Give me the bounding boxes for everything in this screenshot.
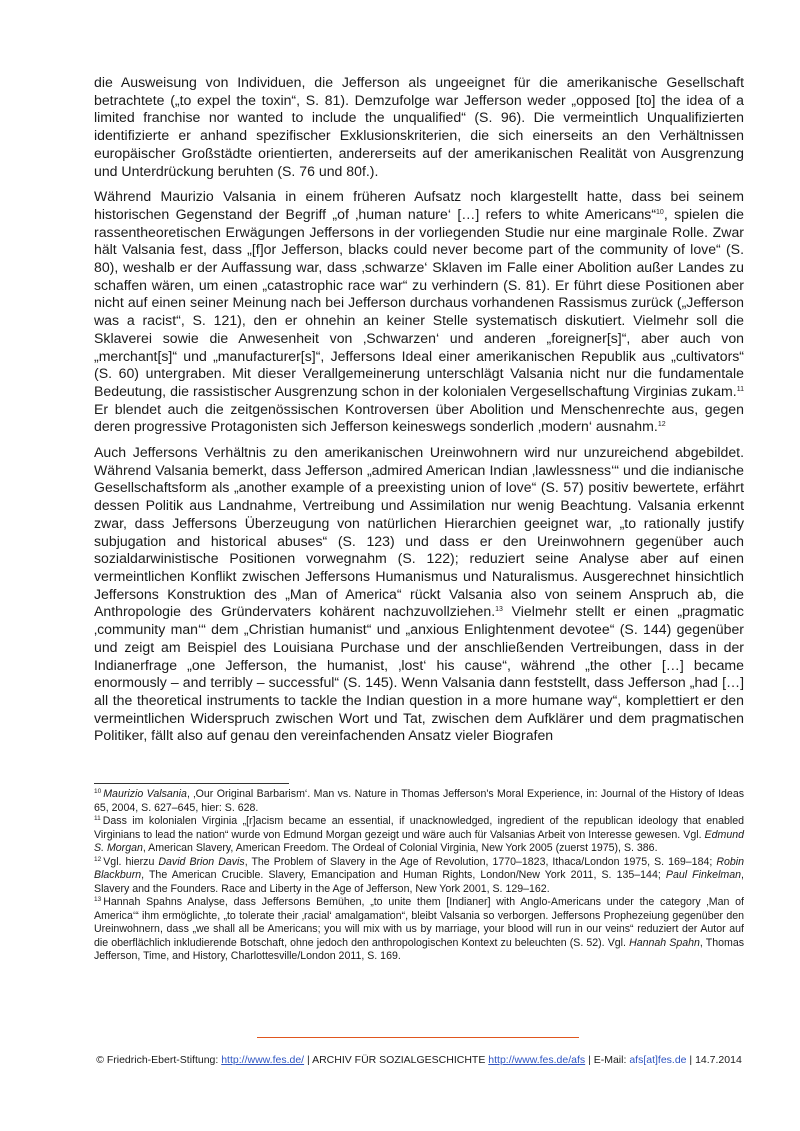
footnote-number: 10 (94, 788, 102, 795)
fes-link[interactable]: http://www.fes.de/ (221, 1054, 305, 1066)
footnote-text: Vgl. hierzu (103, 855, 159, 868)
paragraph-3 (94, 444, 744, 745)
footnote-ref-10[interactable]: 10 (656, 208, 664, 216)
footer-date: | 14.7.2014 (686, 1054, 742, 1066)
footnote-text: Dass im kolonialen Virginia „[r]acism became an essential, if unacknowledged, ingredient of the republican ideology that enabled Virginians to lead the nation“ wurde von Edmund Morgan gezeigt und wäre auch für Valsanias Arbeit von Interesse gewesen. Vgl. (94, 815, 744, 841)
paragraph-2-text-b: , spielen die rassentheoretischen Erwägungen Jeffersons in der vorliegenden Studie nur eine marginale Rolle. Zwar hält Valsania fest, dass „[f]or Jefferson, blacks could never become part of the community of love“ (S. 80), weshalb er der Auffassung war, dass ‚schwarze‘ Sklaven im Falle einer Abolition außer Landes zu schaffen wären, um einen „catastrophic race war“ zu verhindern (S. 81). Er führt diese Positionen aber nicht auf einen seiner Meinung nach bei Jefferson durchaus vorhandenen Rassismus zurück („Jefferson was a racist“, S. 121), den er ohnehin an keiner Stelle systematisch diskutiert. Vielmehr soll die Sklaverei sowie die Anwesenheit von ‚Schwarzen‘ und anderen „foreigner[s]“, aber auch von „merchant[s]“ und „manufacturer[s]“, Jeffersons Ideal einer amerikanischen Republik aus „cultivators“ (S. 60) untergraben. Mit dieser Verallgemeinerung unterschlägt Valsania nicht nur die fundamentale Bedeutung, die rassistischer Ausgrenzung schon in der kolonialen Vergesellschaftung Virginias zukam. (94, 205, 744, 399)
footer-publisher: © Friedrich-Ebert-Stiftung: (96, 1054, 222, 1066)
paragraph-1 (94, 74, 744, 180)
footnote-number: 12 (94, 855, 102, 863)
paragraph-2-text-a: Während Maurizio Valsania in einem früheren Aufsatz noch klargestellt hatte, dass bei seinem historischen Gegenstand der Begriff „of ‚human nature‘ […] refers to white Americans“ (94, 188, 744, 222)
paragraph-1-text: die Ausweisung von Individuen, die Jefferson als ungeeignet für die amerikanische Gesellschaft betrachtete („to expel the toxin“, S. 81). Demzufolge war Jefferson weder „opposed [to] the idea of a limited franchise nor wanted to include the unqualified“ (S. 96). Die vermeintlich Unqualifizierten identifizierte er anhand spezifischer Exklusionskriterien, die sich einerseits an den Verhältnissen europäischer Großstädte orientierten, andererseits auf der amerikanischen Realität von Ausgrenzung und Unterdrückung beruhten (S. 76 und 80f.). (94, 74, 744, 179)
afs-link[interactable]: http://www.fes.de/afs (488, 1054, 586, 1066)
footnote-author: Robin Blackburn (94, 855, 744, 881)
paragraph-3-text-b: Vielmehr stellt er einen „pragmatic ‚community man‘“ dem „Christian humanist“ und „anxious Enlightenment devotee“ (S. 144) gegenüber und zeigt am Beispiel des Louisiana Purchase und der anschließenden Vertreibungen, dass in der Indianerfrage „one Jefferson, the humanist, ‚lost‘ his cause“, während „the other […] became enormously – and terribly – successful“ (S. 145). Wenn Valsania dann feststellt, dass Jefferson „had […] all the theoretical instruments to tackle the Indian question in a more humane way“, komplettiert er den vermeintlichen Widerspruch zwischen Wort und Tat, zwischen dem Aufklärer und dem pragmatischen Politiker, fällt also auf genau den vereinfachenden Ansatz vieler Biografen (94, 603, 744, 744)
paragraph-3-text-a: Auch Jeffersons Verhältnis zu den amerikanischen Ureinwohnern wird nur unzureichend abgebildet. Während Valsania bemerkt, dass Jefferson „admired American Indian ‚lawlessness‘“ und die indianische Gesellschaftsform als „another example of a preexisting union of love“ (S. 57) positiv bewertete, erfährt dessen Politik aus Landnahme, Vertreibung und Assimilation nur wenig Beachtung. Valsania erkennt zwar, dass Jeffersons Überzeugung von natürlichen Hierarchien geeignet war, „to rationally justify subjugation and historical abuses“ (S. 123) und dass er den Ureinwohnern gegenüber auch sozialdarwinistische Positionen vorwegnahm (S. 122); reduziert seine Analyse aber auf einen vermeintlichen Konflikt zwischen Jeffersons Humanismus und Naturalismus. Ausgerechnet hinsichtlich Jeffersons Konstruktion des „Man of America“ rückt Valsania also von seinem Anspruch ab, die Anthropologie des Gründervaters kohärent nachzuvollziehen. (94, 444, 744, 620)
footer-archive-label: | ARCHIV FÜR SOZIALGESCHICHTE (304, 1054, 489, 1066)
footnote-11 (94, 815, 744, 856)
footer-divider (257, 1037, 579, 1038)
footnote-author: Paul Finkelman (665, 869, 742, 881)
footnotes (94, 788, 744, 964)
footnote-text: , The Problem of Slavery in the Age of Revolution, 1770–1823, Ithaca/London 1975, S. 169–184; (244, 855, 717, 868)
footnote-text: , Slavery and the Founders. Race and Liberty in the Age of Jefferson, New York 2001, S. 129–162. (94, 869, 744, 895)
footnote-author: Maurizio Valsania (103, 788, 187, 800)
footer-email-label: | E-Mail: (585, 1054, 630, 1066)
footnote-author: Edmund S. Morgan (94, 828, 744, 854)
main-text (94, 74, 744, 753)
footnote-text: Hannah Spahns Analyse, dass Jeffersons Bemühen, „to unite them [Indianer] with Anglo-Americans under the category ‚Man of America‘“ ihm ermöglichte, „to tolerate their ‚racial‘ amalgamation“, bleibt Valsania so verborgen. Jeffersons Prophezeiung gegenüber den Ureinwohnern, dass „we shall all be Americans; you will mix with us by marriage, your blood will run in our veins“ reduziert der Autor auf die oberflächlich inkludierende Botschaft, ohne jedoch den anthropologischen Kontext zu beleuchten (S. 52). Vgl. (94, 896, 744, 949)
footnote-author: Hannah Spahn (629, 936, 700, 949)
paragraph-2 (94, 188, 744, 436)
footnote-ref-12[interactable]: 12 (657, 421, 666, 429)
footnote-text: , ‚Our Original Barbarism‘. Man vs. Nature in Thomas Jefferson's Moral Experience, in: Journal of the History of Ideas 65, 2004, S. 627–645, hier: S. 628. (94, 788, 745, 814)
footnote-number: 11 (94, 815, 101, 822)
footnote-author: David Brion Davis (158, 855, 245, 868)
page-footer (94, 1054, 744, 1066)
footnote-12 (94, 856, 744, 897)
footnote-text: , Thomas Jefferson, Time, and History, Charlottesville/London 2011, S. 169. (94, 936, 745, 962)
footnote-divider (94, 783, 289, 784)
footnote-13 (94, 896, 744, 964)
footer-email[interactable]: afs[at]fes.de (629, 1054, 687, 1066)
footnote-number: 13 (94, 896, 102, 903)
footnote-text: , American Slavery, American Freedom. The Ordeal of Colonial Virginia, New York 2005 (zuerst 1975), S. 386. (142, 842, 658, 854)
footnote-10 (94, 788, 744, 815)
footnote-ref-13[interactable]: 13 (495, 606, 503, 614)
paragraph-2-text-c: Er blendet auch die zeitgenössischen Kontroversen über Abolition und Menschenrechte aus, gegen deren progressive Protagonisten sich Jefferson keineswegs sonderlich ‚modern‘ ausnahm. (94, 400, 744, 435)
footnote-ref-11[interactable]: 11 (736, 385, 744, 393)
footnote-text: , The American Crucible. Slavery, Emancipation and Human Rights, London/New York 2011, S. 135–144; (141, 869, 666, 881)
